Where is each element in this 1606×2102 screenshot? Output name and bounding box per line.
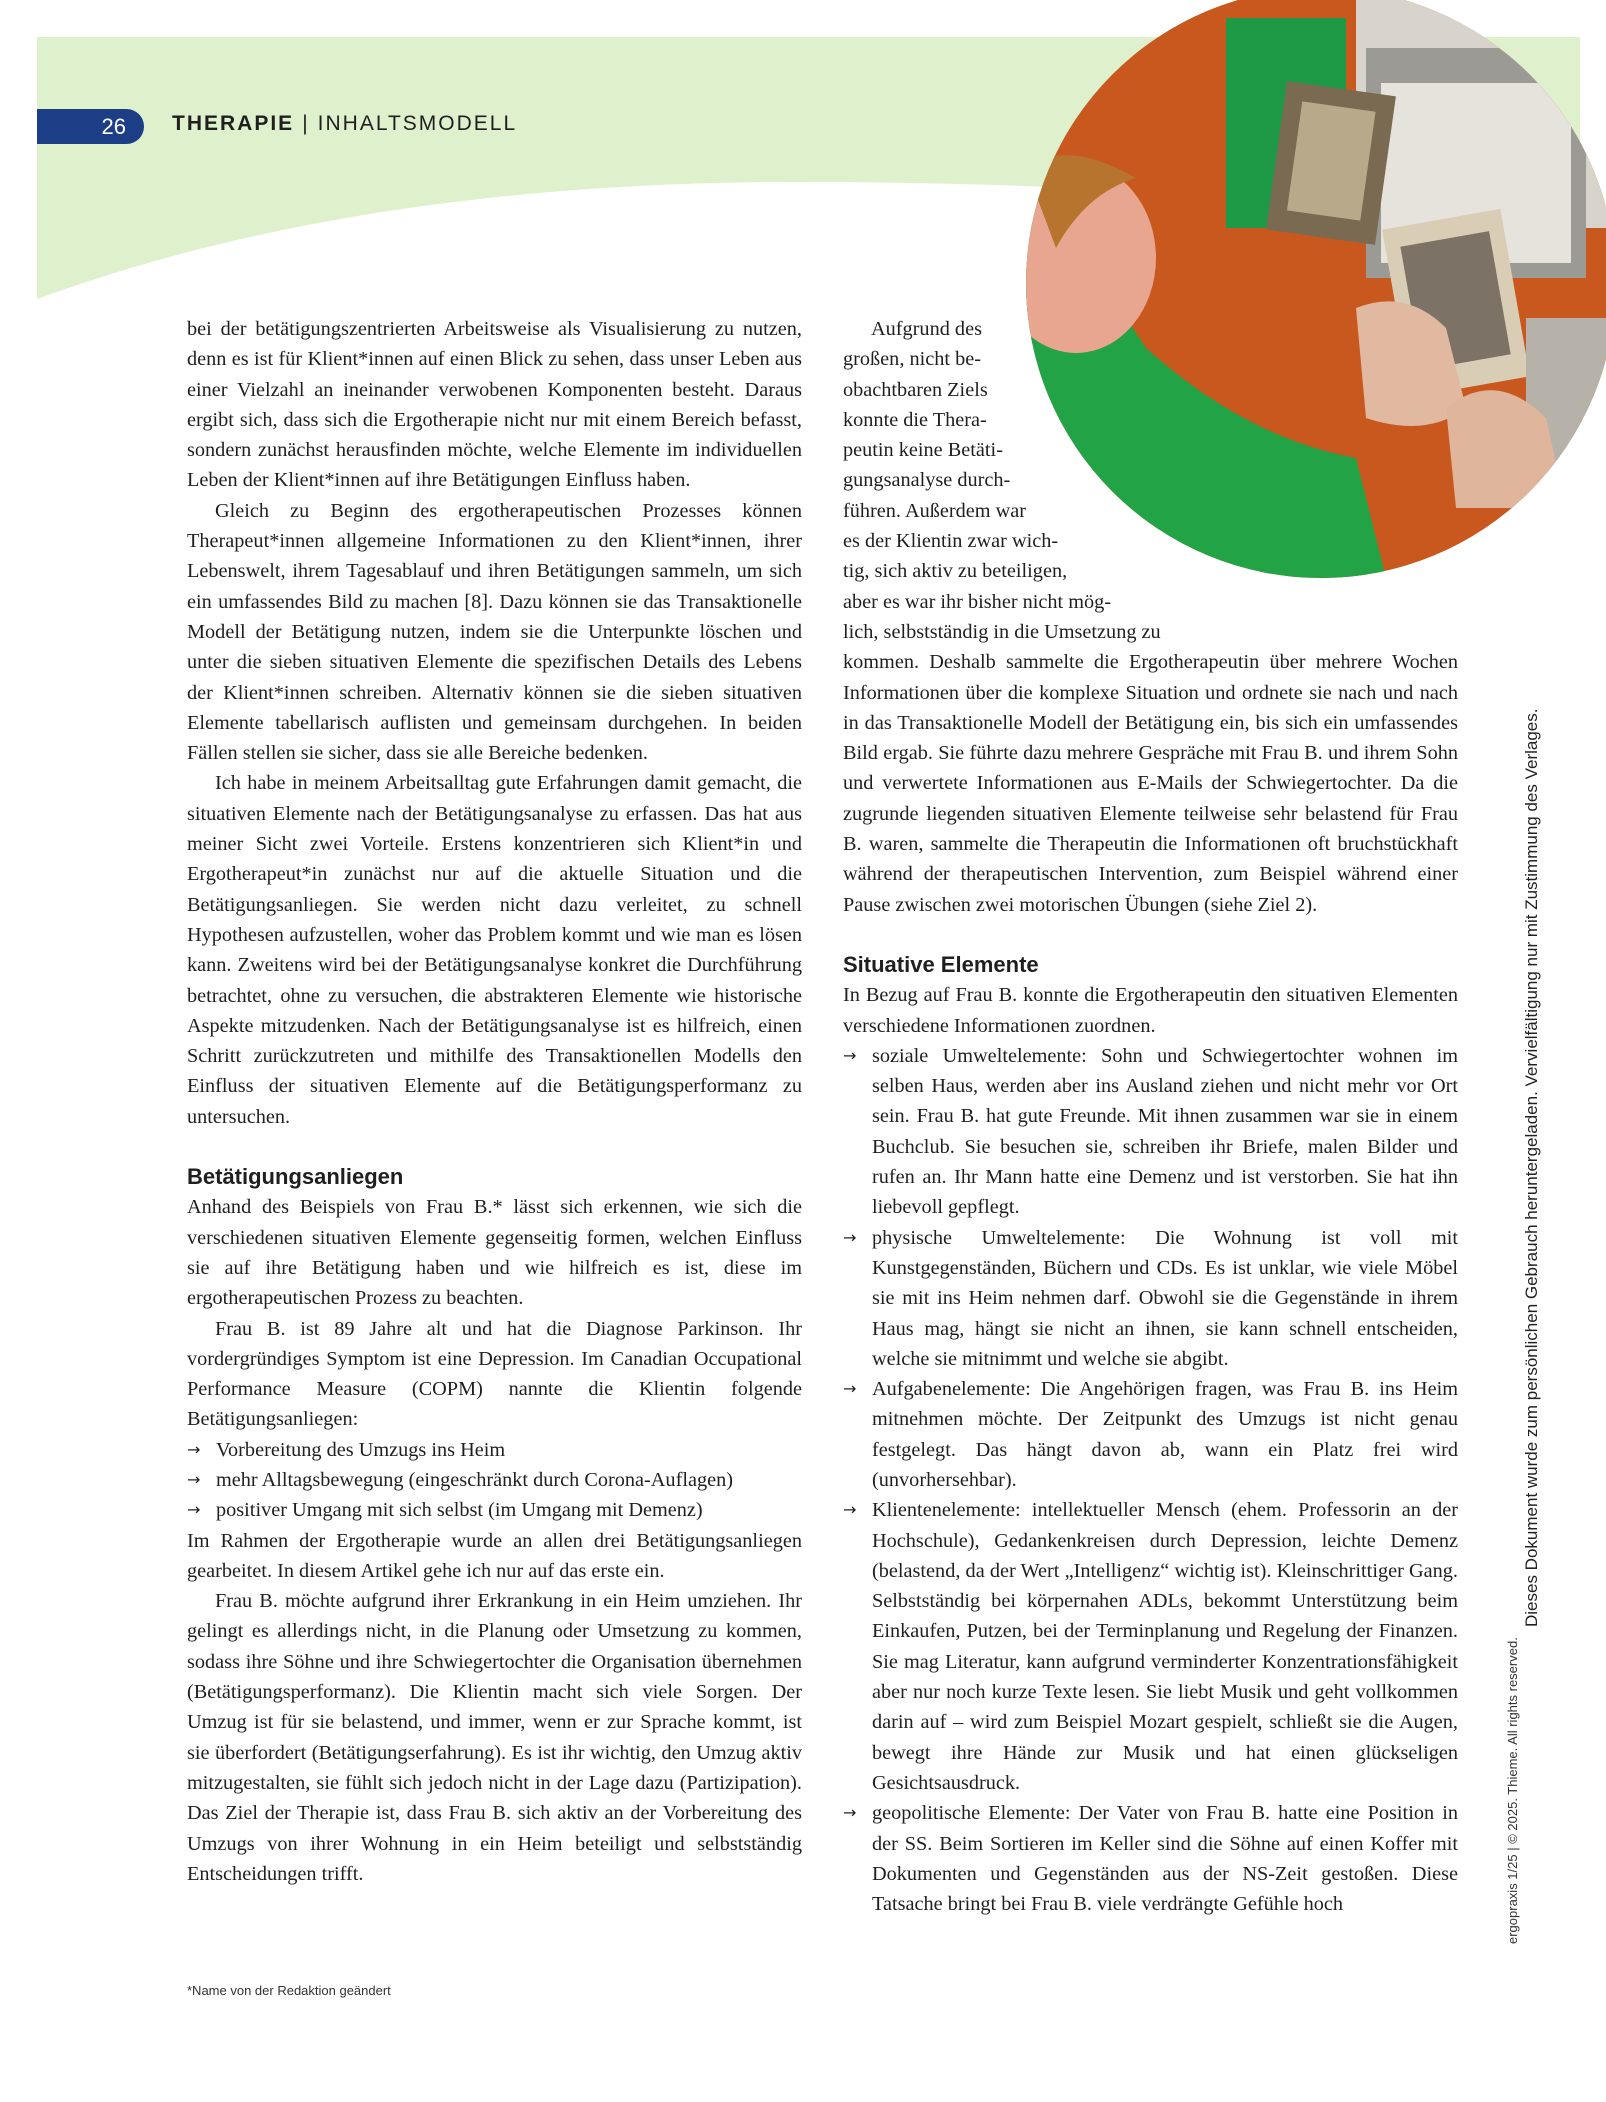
- footnote: *Name von der Redaktion geändert: [187, 1983, 391, 1998]
- element-list: [843, 1041, 1458, 1920]
- paragraph: In Bezug auf Frau B. konnte die Ergotherapeutin den situativen Elementen verschiedene Informationen zuordnen.: [843, 984, 1458, 1037]
- paragraph: Anhand des Beispiels von Frau B.* lässt sich erkennen, wie sich die verschiedenen situativen Elemente gegenseitig formen, welchen Einfluss sie auf ihre Betätigung haben und wie hilfreich es ist, diese im ergotherapeutischen Prozess zu beachten.: [187, 1196, 802, 1310]
- list-item: → Vorbereitung des Umzugs ins Heim: [187, 1435, 802, 1465]
- wrap-line: aber es war ihr bisher nicht mög-: [843, 590, 1112, 613]
- section-heading: Situative Elemente: [843, 951, 1039, 977]
- paragraph: bei der betätigungszentrierten Arbeitsweise als Visualisierung zu nutzen, denn es ist für Klient*innen auf einen Blick zu sehen, dass unser Leben aus einer Vielzahl an ineinander verwobenen Komponenten besteht. Daraus ergibt sich, dass sich die Ergotherapie nicht nur mit einem Bereich befasst, sondern zunächst herausfinden möchte, welche Elemente im individuellen Leben der Klient*innen auf ihre Betätigungen Einfluss haben.: [187, 318, 802, 492]
- paragraph: Frau B. ist 89 Jahre alt und hat die Diagnose Parkinson. Ihr vordergründiges Symptom ist eine Depression. Im Canadian Occupational Performance Measure (COPM) nannte die Klientin folgende Betätigungsanliegen:: [187, 1317, 802, 1431]
- list-item: → soziale Umweltelemente: Sohn und Schwiegertochter wohnen im selben Haus, werden aber ins Ausland ziehen und nicht mehr vor Ort sein. Frau B. hat gute Freunde. Mit ihnen zusammen war sie in einem Buchclub. Sie besuchen sie, schreiben ihr Briefe, malen Bilder und rufen an. Ihr Mann hatte eine Demenz und ist verstorben. Sie hat ihn liebevoll gepflegt.: [843, 1041, 1458, 1223]
- spacer: [187, 1132, 802, 1162]
- wrap-line: führen. Außerdem war: [843, 499, 1027, 522]
- concern-list: [187, 1435, 802, 1526]
- copyright-notice: ergopraxis 1/25 | © 2025. Thieme. All rights reserved.: [1505, 1637, 1520, 1944]
- list-item: → Klientenelemente: intellektueller Mensch (ehem. Professorin an der Hochschule), Gedankenkreisen durch Depression, leichte Demenz (belastend, da der Wert „Intelligenz“ wichtig ist). Kleinschrittiger Gang. Selbstständig bei körpernahen ADLs, bekommt Unterstützung beim Einkaufen, Putzen, bei der Terminplanung und Regelung der Finanzen. Sie mag Literatur, kann aufgrund verminderter Konzentrationsfähigkeit aber nur noch kurze Texte lesen. Sie liebt Musik und geht vollkommen darin auf – wird zum Beispiel Mozart gespielt, schließt sie die Augen, bewegt ihre Hände zur Musik und hat einen glückseligen Gesichtsausdruck.: [843, 1495, 1458, 1798]
- paragraph: Gleich zu Beginn des ergotherapeutischen Prozesses können Therapeut*innen allgemeine Informationen zu den Klient*innen, ihrer Lebenswelt, ihrem Tagesablauf und ihren Betätigungen sammeln, um sich ein umfassendes Bild zu machen [8]. Dazu können sie das Transaktionelle Modell der Betätigung nutzen, indem sie die Unterpunkte löschen und unter die sieben situativen Elemente die spezifischen Details des Lebens der Klient*innen schreiben. Alternativ können sie die sieben situativen Elemente tabellarisch auflisten und gemeinsam durchgehen. In beiden Fällen stellen sie sicher, dass sie alle Bereiche bedenken.: [187, 499, 802, 765]
- header-separator: |: [302, 112, 310, 135]
- wrap-line: tig, sich aktiv zu beteiligen,: [843, 560, 1068, 583]
- paragraph: kommen. Deshalb sammelte die Ergotherapeutin über mehrere Wochen Informationen über die komplexe Situation und ordnete sie nach und nach in das Transaktionelle Modell der Betätigung ein, bis sich ein umfassendes Bild ergab. Sie führte dazu mehrere Gespräche mit Frau B. und ihrem Sohn und verwertete Informationen aus E-Mails der Schwiegertochter. Da die zugrunde liegenden situativen Elemente teilweise sehr belastend für Frau B. waren, sammelte die Therapeutin die Informationen oft bruchstückhaft während der therapeutischen Intervention, zum Beispiel während einer Pause zwischen zwei motorischen Übungen (siehe Ziel 2).: [843, 651, 1458, 916]
- paragraph: Ich habe in meinem Arbeitsalltag gute Erfahrungen damit gemacht, die situativen Elemente nach der Betätigungsanalyse zu erfassen. Das hat aus meiner Sicht zwei Vorteile. Erstens konzentrieren sich Klient*in und Ergotherapeut*in zunächst nur auf die aktuelle Situation und die Betätigungsanliegen. Sie werden nicht dazu verleitet, zu schnell Hypothesen aufzustellen, woher das Problem kommt und wie man es lösen kann. Zweitens wird bei der Betätigungsanalyse konkret die Durchführung betrachtet, ohne zu versuchen, die abstrakteren Elemente wie historische Aspekte mitzudenken. Nach der Betätigungsanalyse ist es hilfreich, einen Schritt zurückzutreten und mithilfe des Transaktionellen Modells den Einfluss der situativen Elemente auf die Betätigungsperformanz zu untersuchen.: [187, 772, 802, 1128]
- wrap-line: peutin keine Betäti-: [843, 439, 1003, 462]
- spacer: [843, 920, 1458, 950]
- running-head: [172, 112, 517, 136]
- side-notice: Dieses Dokument wurde zum persönlichen Gebrauch heruntergeladen. Vervielfältigung nur mit Zustimmung des Verlages.: [1522, 708, 1541, 1627]
- subsection-label: INHALTSMODELL: [317, 112, 518, 135]
- list-item: → Aufgabenelemente: Die Angehörigen fragen, was Frau B. ins Heim mitnehmen möchte. Der Zeitpunkt des Umzugs ist nicht genau festgelegt. Das hängt davon ab, wann ein Platz frei wird (unvorhersehbar).: [843, 1374, 1458, 1495]
- wrap-line: konnte die Thera-: [843, 408, 987, 431]
- wrap-line: großen, nicht be-: [843, 348, 981, 371]
- list-item: → geopolitische Elemente: Der Vater von Frau B. hatte eine Position in der SS. Beim Sortieren im Keller sind die Söhne auf einen Koffer mit Dokumenten und Gegenständen aus der NS-Zeit gestoßen. Diese Tatsache bringt bei Frau B. viele verdrängte Gefühle hoch: [843, 1798, 1458, 1919]
- list-item: → physische Umweltelemente: Die Wohnung ist voll mit Kunstgegenständen, Büchern und CDs. Es ist unklar, wie viele Möbel sie mit ins Heim nehmen darf. Obwohl sie die Gegenstände in ihrem Haus mag, hängt sie nicht an ihnen, sie kann schnell entscheiden, welche sie mitnimmt und welche sie abgibt.: [843, 1223, 1458, 1374]
- wrap-line: Aufgrund des: [871, 318, 982, 340]
- page-number: 26: [37, 109, 144, 144]
- wrap-line: lich, selbstständig in die Umsetzung zu: [843, 620, 1161, 643]
- list-item: → positiver Umgang mit sich selbst (im Umgang mit Demenz): [187, 1495, 802, 1525]
- wrap-line: es der Klientin zwar wich-: [843, 530, 1059, 553]
- paragraph: Frau B. möchte aufgrund ihrer Erkrankung in ein Heim umziehen. Ihr gelingt es allerdings nicht, in die Planung oder Umsetzung zu kommen, sodass ihre Söhne und ihre Schwiegertochter die Organisation übernehmen (Betätigungsperformanz). Die Klientin macht sich viele Sorgen. Der Umzug ist für sie belastend, und immer, wenn er zur Sprache kommt, ist sie überfordert (Betätigungserfahrung). Es ist ihr wichtig, den Umzug aktiv mitzugestalten, sie fühlt sich jedoch nicht in der Lage dazu (Partizipation). Das Ziel der Therapie ist, dass Frau B. sich aktiv an der Vorbereitung des Umzugs von ihrer Wohnung in ein Heim beteiligt und selbstständig Entscheidungen trifft.: [187, 1590, 802, 1885]
- section-label: THERAPIE: [172, 112, 295, 135]
- wrap-line: gungsanalyse durch-: [843, 469, 1011, 492]
- left-column: [187, 314, 802, 1889]
- wrap-line: obachtbaren Ziels: [843, 378, 988, 401]
- list-item: → mehr Alltagsbewegung (eingeschränkt durch Corona-Auflagen): [187, 1465, 802, 1495]
- paragraph: Im Rahmen der Ergotherapie wurde an allen drei Betätigungsanliegen gearbeitet. In diesem Artikel gehe ich nur auf das erste ein.: [187, 1529, 802, 1582]
- right-column: [843, 314, 1458, 1919]
- section-heading: Betätigungsanliegen: [187, 1164, 404, 1190]
